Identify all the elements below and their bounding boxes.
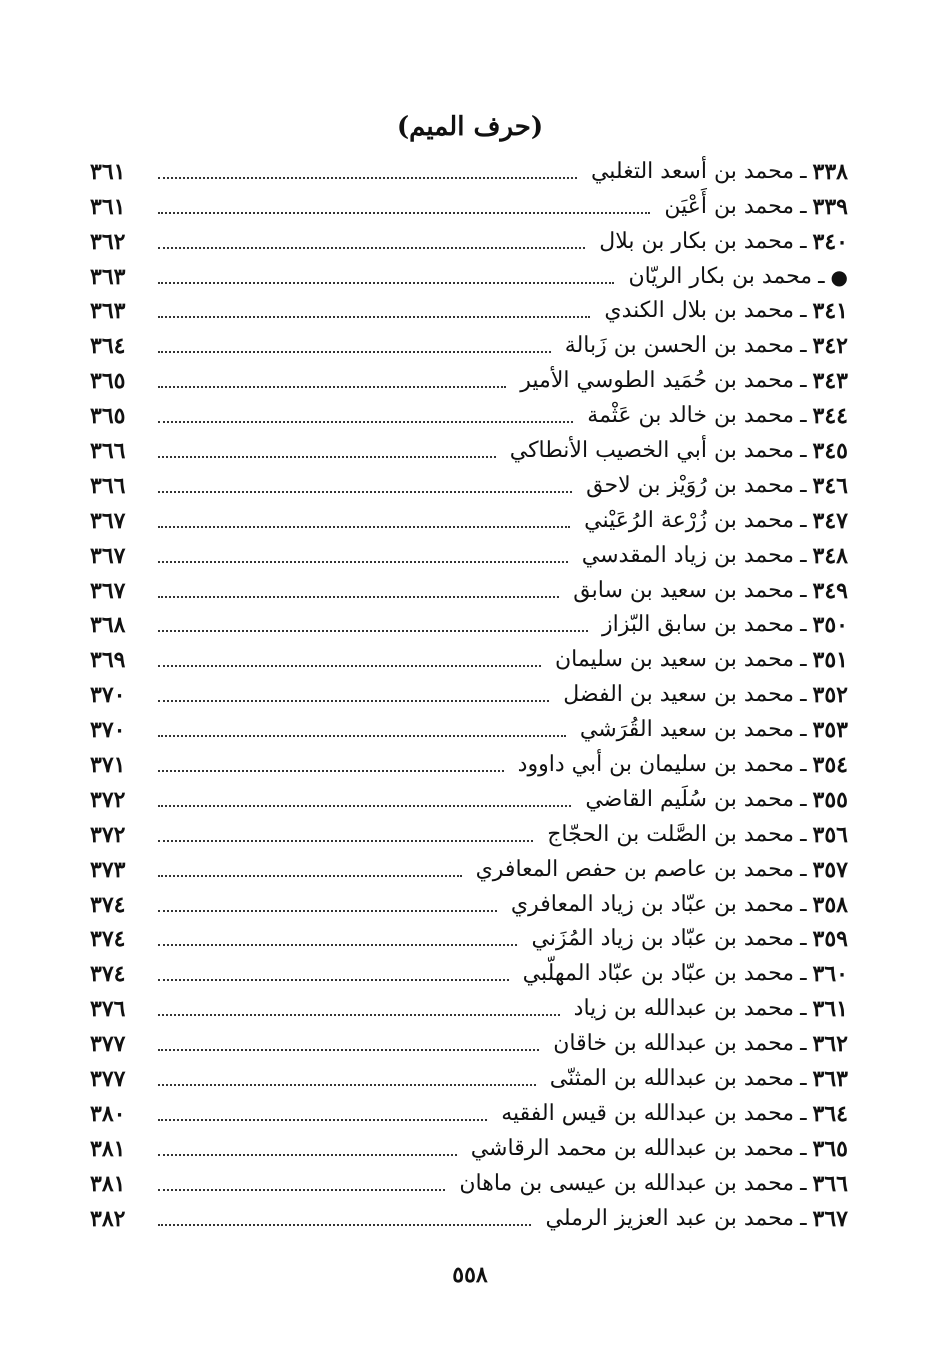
toc-entry: [90, 185, 848, 220]
entry-separator: ـ: [800, 577, 807, 603]
entry-page-number: ٣٦٦: [90, 438, 126, 465]
entry-page-number: ٣٦٧: [90, 542, 126, 569]
entry-separator: ـ: [800, 542, 807, 568]
dot-leader: [158, 1119, 487, 1121]
entry-name: محمد بن سعيد بن الفضل: [563, 682, 795, 708]
entry-separator: ـ: [800, 996, 807, 1022]
entry-separator: ـ: [800, 472, 807, 498]
entry-name: محمد بن عبّاد بن زياد المعافري: [510, 891, 795, 917]
entry-number: ٣٤٣: [812, 368, 848, 395]
dot-leader: [158, 665, 541, 667]
toc-entry: [90, 394, 848, 429]
dot-leader: [158, 1014, 560, 1016]
toc-entry: [90, 952, 848, 987]
entry-separator: ـ: [800, 961, 807, 987]
page-number: ٥٥٨: [452, 1262, 488, 1288]
entry-number: ٣٦٠: [812, 961, 848, 988]
entry-page-number: ٣٦٤: [90, 333, 126, 360]
toc-entry: [90, 359, 848, 394]
entry-separator: ـ: [800, 891, 807, 917]
entry-separator: ـ: [800, 403, 807, 429]
toc-entry: [90, 918, 848, 953]
toc-entry: [90, 778, 848, 813]
entry-name: محمد بن زُرْعة الرُعَيْني: [584, 507, 795, 533]
entry-separator: ـ: [800, 1170, 807, 1196]
entry-number: ٣٥٩: [812, 926, 848, 953]
entry-page-number: ٣٦٣: [90, 298, 126, 325]
entry-page-number: ٣٧٠: [90, 717, 126, 744]
entry-separator: ـ: [800, 752, 807, 778]
entry-page-number: ٣٨٢: [90, 1205, 126, 1232]
entry-page-number: ٣٧٧: [90, 1031, 126, 1058]
entry-number: ٣٥٥: [812, 786, 848, 813]
dot-leader: [158, 212, 650, 214]
dot-leader: [158, 596, 559, 598]
entry-page-number: ٣٧٠: [90, 682, 126, 709]
dot-leader: [158, 770, 504, 772]
entry-separator: ـ: [800, 647, 807, 673]
entry-separator: ـ: [800, 717, 807, 743]
entry-page-number: ٣٨١: [90, 1135, 126, 1162]
entry-separator: ـ: [800, 368, 807, 394]
entry-page-number: ٣٧١: [90, 752, 126, 779]
entry-page-number: ٣٦٢: [90, 228, 126, 255]
entry-number: ٣٦١: [812, 996, 848, 1023]
toc-entry: [90, 1127, 848, 1162]
entry-name: محمد بن عبدالله بن المثنّى: [549, 1066, 795, 1092]
entry-name: محمد بن خالد بن عَثْمة: [587, 403, 795, 429]
entry-number: ٣٥٠: [812, 612, 848, 639]
entry-number: ٣٦٥: [812, 1135, 848, 1162]
toc-entry: [90, 883, 848, 918]
dot-leader: [158, 944, 517, 946]
entry-number: ٣٤٢: [812, 333, 848, 360]
toc-entry: [90, 464, 848, 499]
entry-page-number: ٣٦٨: [90, 612, 126, 639]
entry-page-number: ٣٦٦: [90, 472, 126, 499]
entry-number: ٣٤٠: [812, 228, 848, 255]
toc-entry: [90, 220, 848, 255]
entry-name: محمد بن بكار الريّان: [628, 263, 813, 289]
toc-entry: [90, 150, 848, 185]
entry-separator: ـ: [800, 193, 807, 219]
entry-number: ٣٤٤: [812, 403, 848, 430]
entry-name: محمد بن أبي الخصيب الأنطاكي: [509, 438, 795, 464]
toc-entry: [90, 1022, 848, 1057]
entry-separator: ـ: [800, 856, 807, 882]
entry-name: محمد بن أسعد التغلبي: [590, 158, 795, 184]
toc-entry: [90, 673, 848, 708]
entry-number: ٣٦٦: [812, 1170, 848, 1197]
toc-entry: [90, 499, 848, 534]
section-title: (حرف الميم): [396, 112, 544, 142]
dot-leader: [158, 700, 549, 702]
entry-separator: ـ: [800, 926, 807, 952]
entry-name: محمد بن بلال الكندي: [604, 298, 795, 324]
dot-leader: [158, 805, 571, 807]
entry-name: محمد بن عاصم بن حفص المعافري: [475, 856, 795, 882]
entry-number: ٣٤٧: [812, 507, 848, 534]
entry-separator: ـ: [800, 612, 807, 638]
dot-leader: [158, 282, 614, 284]
entry-separator: ـ: [800, 438, 807, 464]
entry-number: ٣٥٦: [812, 821, 848, 848]
entry-name: محمد بن سعيد بن سليمان: [554, 647, 795, 673]
dot-leader: [158, 840, 533, 842]
toc-entry: [90, 290, 848, 325]
entry-number: ٣٣٩: [812, 193, 848, 220]
bullet-icon: ●: [830, 264, 848, 289]
dot-leader: [158, 1224, 531, 1226]
entry-page-number: ٣٦٣: [90, 263, 126, 290]
entry-name: محمد بن عبدالله بن زياد: [573, 996, 795, 1022]
entry-number: ٣٦٤: [812, 1100, 848, 1127]
entry-name: محمد بن عبدالله بن محمد الرقاشي: [470, 1135, 795, 1161]
entry-separator: ـ: [800, 1031, 807, 1057]
dot-leader: [158, 1049, 539, 1051]
entry-page-number: ٣٦١: [90, 193, 126, 220]
entry-page-number: ٣٧٦: [90, 996, 126, 1023]
dot-leader: [158, 247, 585, 249]
entry-separator: ـ: [800, 507, 807, 533]
entry-number: ٣٤١: [812, 298, 848, 325]
entry-name: محمد بن عبدالله بن قيس الفقيه: [501, 1100, 795, 1126]
dot-leader: [158, 875, 462, 877]
entry-name: محمد بن عبدالله بن خاقان: [553, 1031, 795, 1057]
dot-leader: [158, 351, 551, 353]
dot-leader: [158, 1154, 457, 1156]
dot-leader: [158, 735, 566, 737]
entry-number: ٣٥٨: [812, 891, 848, 918]
toc-entry: [90, 534, 848, 569]
entry-separator: ـ: [800, 1205, 807, 1231]
entry-number: ٣٦٧: [812, 1205, 848, 1232]
entry-page-number: ٣٧٤: [90, 961, 126, 988]
dot-leader: [158, 177, 577, 179]
toc-entry: [90, 429, 848, 464]
entry-page-number: ٣٧٣: [90, 856, 126, 883]
dot-leader: [158, 910, 497, 912]
toc-entry: [90, 638, 848, 673]
toc-entry: [90, 708, 848, 743]
entry-page-number: ٣٦١: [90, 158, 126, 185]
entry-name: محمد بن بكار بن بلال: [599, 228, 795, 254]
entry-separator: ـ: [800, 1135, 807, 1161]
entry-page-number: ٣٦٥: [90, 368, 126, 395]
entry-number: ٣٥٧: [812, 856, 848, 883]
entry-separator: ـ: [800, 1100, 807, 1126]
toc-entry: [90, 987, 848, 1022]
entry-name: محمد بن أَعْيَن: [664, 193, 795, 219]
entry-name: محمد بن حُمَيد الطوسي الأمير: [520, 368, 795, 394]
toc-entry: [90, 604, 848, 639]
entry-number: ٣٥١: [812, 647, 848, 674]
entry-name: محمد بن عبّاد بن زياد المُزَني: [531, 926, 795, 952]
toc-entry: [90, 255, 848, 290]
dot-leader: [158, 526, 570, 528]
entry-separator: ـ: [800, 298, 807, 324]
toc-entry: [90, 1092, 848, 1127]
dot-leader: [158, 456, 496, 458]
entry-name: محمد بن سعيد القُرَشي: [579, 717, 795, 743]
entry-name: محمد بن سعيد بن سابق: [573, 577, 795, 603]
entry-page-number: ٣٧٢: [90, 821, 126, 848]
entry-number: ٣٦٣: [812, 1066, 848, 1093]
entry-number: ٣٥٤: [812, 752, 848, 779]
dot-leader: [158, 316, 590, 318]
entry-separator: ـ: [800, 682, 807, 708]
entry-separator: ـ: [818, 263, 825, 289]
entry-page-number: ٣٨٠: [90, 1100, 126, 1127]
entry-page-number: ٣٦٥: [90, 403, 126, 430]
entry-name: محمد بن سُلَيم القاضي: [585, 786, 795, 812]
entry-page-number: ٣٨١: [90, 1170, 126, 1197]
entry-number: ٣٥٢: [812, 682, 848, 709]
dot-leader: [158, 386, 506, 388]
entry-separator: ـ: [800, 1066, 807, 1092]
entry-separator: ـ: [800, 821, 807, 847]
entry-number: ٣٣٨: [812, 158, 848, 185]
entry-page-number: ٣٦٩: [90, 647, 126, 674]
entry-separator: ـ: [800, 158, 807, 184]
entry-number: ٣٤٨: [812, 542, 848, 569]
entry-name: محمد بن الصَّلت بن الحجّاج: [547, 821, 795, 847]
entry-separator: ـ: [800, 333, 807, 359]
entry-name: محمد بن زياد المقدسي: [581, 542, 795, 568]
toc-entry: [90, 848, 848, 883]
entry-page-number: ٣٧٧: [90, 1066, 126, 1093]
entry-separator: ـ: [800, 786, 807, 812]
entry-name: محمد بن الحسن بن زَبالة: [564, 333, 795, 359]
entry-page-number: ٣٦٧: [90, 577, 126, 604]
dot-leader: [158, 1084, 536, 1086]
entry-number: ٣٤٦: [812, 472, 848, 499]
toc-entry: [90, 743, 848, 778]
entry-page-number: ٣٦٧: [90, 507, 126, 534]
entry-name: محمد بن سابق البّزاز: [602, 612, 795, 638]
dot-leader: [158, 491, 572, 493]
entry-number: ٣٤٥: [812, 438, 848, 465]
entry-page-number: ٣٧٤: [90, 926, 126, 953]
entry-name: محمد بن رُوَيْز بن لاحق: [586, 472, 795, 498]
entry-name: محمد بن عبد العزيز الرملي: [545, 1205, 795, 1231]
entry-name: محمد بن عبّاد بن عبّاد المهلّبي: [522, 961, 795, 987]
toc-entry: [90, 569, 848, 604]
table-of-contents: [90, 150, 848, 1232]
entry-number: ٣٦٢: [812, 1031, 848, 1058]
entry-number: ٣٥٣: [812, 717, 848, 744]
toc-entry: [90, 1162, 848, 1197]
toc-entry: [90, 813, 848, 848]
dot-leader: [158, 979, 509, 981]
toc-entry: [90, 1197, 848, 1232]
dot-leader: [158, 421, 573, 423]
entry-number: ٣٤٩: [812, 577, 848, 604]
toc-entry: [90, 324, 848, 359]
dot-leader: [158, 1189, 445, 1191]
entry-page-number: ٣٧٤: [90, 891, 126, 918]
entry-name: محمد بن عبدالله بن عيسى بن ماهان: [459, 1170, 795, 1196]
dot-leader: [158, 630, 588, 632]
entry-name: محمد بن سليمان بن أبي داوود: [517, 752, 795, 778]
entry-separator: ـ: [800, 228, 807, 254]
entry-page-number: ٣٧٢: [90, 786, 126, 813]
toc-entry: [90, 1057, 848, 1092]
dot-leader: [158, 561, 568, 563]
